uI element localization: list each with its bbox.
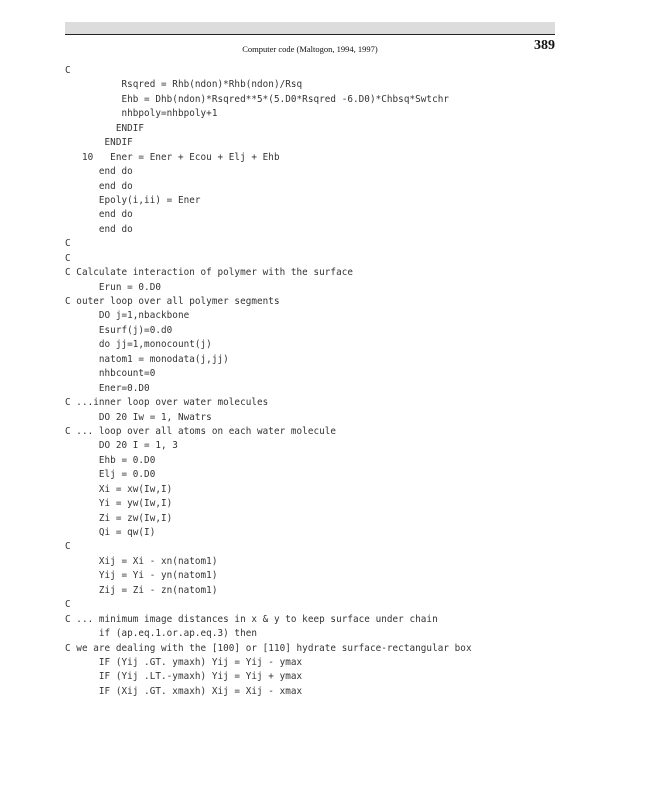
code-line: Elj = 0.D0: [65, 469, 156, 481]
code-line: C Calculate interaction of polymer with the surface: [65, 267, 354, 279]
code-line: DO 20 I = 1, 3: [65, 440, 178, 452]
page-number: 389: [534, 38, 555, 53]
code-line: Rsqred = Rhb(ndon)*Rhb(ndon)/Rsq: [65, 79, 303, 91]
code-line: Ehb = Dhb(ndon)*Rsqred**5*(5.D0*Rsqred -6.D0)*Chbsq*Swtchr: [65, 93, 450, 105]
running-header: Computer code (Maltogon, 1994, 1997): [242, 44, 378, 54]
code-line: Yij = Yi - yn(natom1): [65, 570, 218, 582]
code-line: end do: [65, 209, 133, 221]
code-line: natom1 = monodata(j,jj): [65, 353, 229, 365]
code-line: nhbpoly=nhbpoly+1: [65, 108, 218, 120]
code-line: C ... loop over all atoms on each water molecule: [65, 425, 337, 437]
code-line: 10 Ener = Ener + Ecou + Elj + Ehb: [65, 151, 280, 163]
code-line: C: [65, 238, 71, 250]
code-line: IF (Xij .GT. xmaxh) Xij = Xij - xmax: [65, 685, 303, 697]
code-line: C: [65, 541, 71, 553]
code-line: Yi = yw(Iw,I): [65, 498, 173, 510]
code-line: end do: [65, 166, 133, 178]
code-line: C: [65, 65, 71, 76]
code-line: C outer loop over all polymer segments: [65, 296, 280, 307]
code-listing: [65, 64, 555, 699]
code-line: do jj=1,monocount(j): [65, 339, 212, 351]
code-line: Ener=0.D0: [65, 382, 150, 394]
code-line: end do: [65, 180, 133, 192]
code-line: DO 20 Iw = 1, Nwatrs: [65, 411, 212, 423]
code-line: IF (Yij .GT. ymaxh) Yij = Yij - ymax: [65, 656, 303, 668]
code-line: Zij = Zi - zn(natom1): [65, 584, 218, 596]
code-line: nhbcount=0: [65, 368, 156, 380]
code-line: Zi = zw(Iw,I): [65, 512, 173, 524]
code-line: end do: [65, 223, 133, 235]
code-line: IF (Yij .LT.-ymaxh) Yij = Yij + ymax: [65, 671, 303, 683]
code-line: C ...inner loop over water molecules: [65, 397, 269, 409]
code-line: C: [65, 599, 71, 611]
code-line: Esurf(j)=0.d0: [65, 324, 173, 336]
code-line: C we are dealing with the [100] or [110] hydrate surface-rectangular box: [65, 642, 472, 654]
code-line: DO j=1,nbackbone: [65, 310, 190, 322]
code-line: ENDIF: [65, 137, 133, 149]
code-line: Epoly(i,ii) = Ener: [65, 194, 201, 206]
code-line: Xij = Xi - xn(natom1): [65, 555, 218, 567]
code-line: Qi = qw(I): [65, 527, 156, 538]
code-line: Xi = xw(Iw,I): [65, 483, 173, 495]
code-line: Ehb = 0.D0: [65, 454, 156, 466]
code-line: C: [65, 252, 71, 264]
code-line: ENDIF: [65, 122, 145, 134]
code-line: C ... minimum image distances in x & y to keep surface under chain: [65, 613, 438, 625]
code-line: if (ap.eq.1.or.ap.eq.3) then: [65, 628, 258, 640]
code-line: Erun = 0.D0: [65, 281, 162, 293]
header-rule: [65, 34, 555, 35]
top-bar: [65, 22, 555, 34]
